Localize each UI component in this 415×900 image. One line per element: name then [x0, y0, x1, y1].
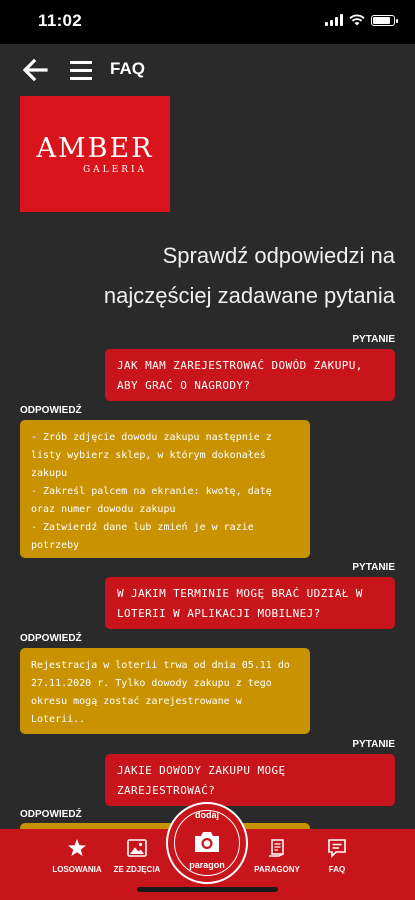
star-icon: [66, 837, 88, 859]
question-label: PYTANIE: [352, 562, 395, 573]
answer-label: ODPOWIEDŹ: [20, 809, 82, 820]
faq-answer-2: [20, 648, 310, 734]
question-label: PYTANIE: [352, 739, 395, 750]
tab-faq[interactable]: [302, 837, 372, 874]
add-receipt-button[interactable]: [166, 802, 248, 884]
signal-icon: [325, 14, 343, 26]
amber-logo: [20, 96, 170, 212]
question-label: PYTANIE: [352, 334, 395, 345]
faq-answer-1-text: - Zrób zdjęcie dowodu zakupu następnie z listy wybierz sklep, w którym dokonałeś zakupu - Zakreśl palcem na ekranie: kwotę, datę oraz numer dowodu zakupu - Zatwierdź dane lub zmień je w razie potrzeby: [31, 432, 272, 551]
faq-question-3: JAKIE DOWODY ZAKUPU MOGĘ ZAREJESTROWAĆ?: [105, 754, 395, 806]
faq-answer-2-text: Rejestracja w loterii trwa od dnia 05.11 do 27.11.2020 r. Tylko dowody zakupu z tego okresu mogą zostać zarejestrowane w Loterii..: [31, 660, 290, 725]
faq-headline: [15, 236, 395, 316]
battery-icon: [371, 15, 395, 26]
status-icons: [325, 14, 395, 26]
chat-icon: [326, 837, 348, 859]
menu-icon[interactable]: [70, 61, 92, 79]
faq-answer-1: [20, 420, 310, 558]
home-indicator: [137, 887, 278, 892]
fab-label-bottom: paragon: [189, 860, 225, 870]
fab-label-top: dodaj: [195, 810, 219, 820]
image-icon: [126, 837, 148, 859]
back-arrow-icon[interactable]: [22, 58, 48, 82]
tab-ze-zdjecia[interactable]: [102, 837, 172, 874]
status-bar: [0, 0, 415, 44]
tab-label: LOSOWANIA: [52, 865, 102, 874]
headline-line-1: Sprawdź odpowiedzi na: [162, 243, 395, 268]
faq-question-1: JAK MAM ZAREJESTROWAĆ DOWÓD ZAKUPU, ABY GRAĆ O NAGRODY?: [105, 349, 395, 401]
headline-line-2: najczęściej zadawane pytania: [103, 283, 395, 308]
logo-brand: AMBER: [36, 133, 154, 164]
top-bar: [0, 44, 415, 96]
wifi-icon: [349, 14, 365, 26]
tab-label: ZE ZDJĘCIA: [113, 865, 161, 874]
receipt-icon: [266, 837, 288, 859]
faq-question-2: W JAKIM TERMINIE MOGĘ BRAĆ UDZIAŁ W LOTERII W APLIKACJI MOBILNEJ?: [105, 577, 395, 629]
tab-label: FAQ: [328, 865, 346, 874]
camera-icon: [193, 830, 221, 854]
answer-label: ODPOWIEDŹ: [20, 633, 82, 644]
page-title: FAQ: [110, 59, 145, 78]
status-time: 11:02: [38, 11, 83, 30]
answer-label: ODPOWIEDŹ: [20, 405, 82, 416]
tab-label: PARAGONY: [254, 865, 300, 874]
logo-sub: GALERIA: [82, 165, 148, 175]
